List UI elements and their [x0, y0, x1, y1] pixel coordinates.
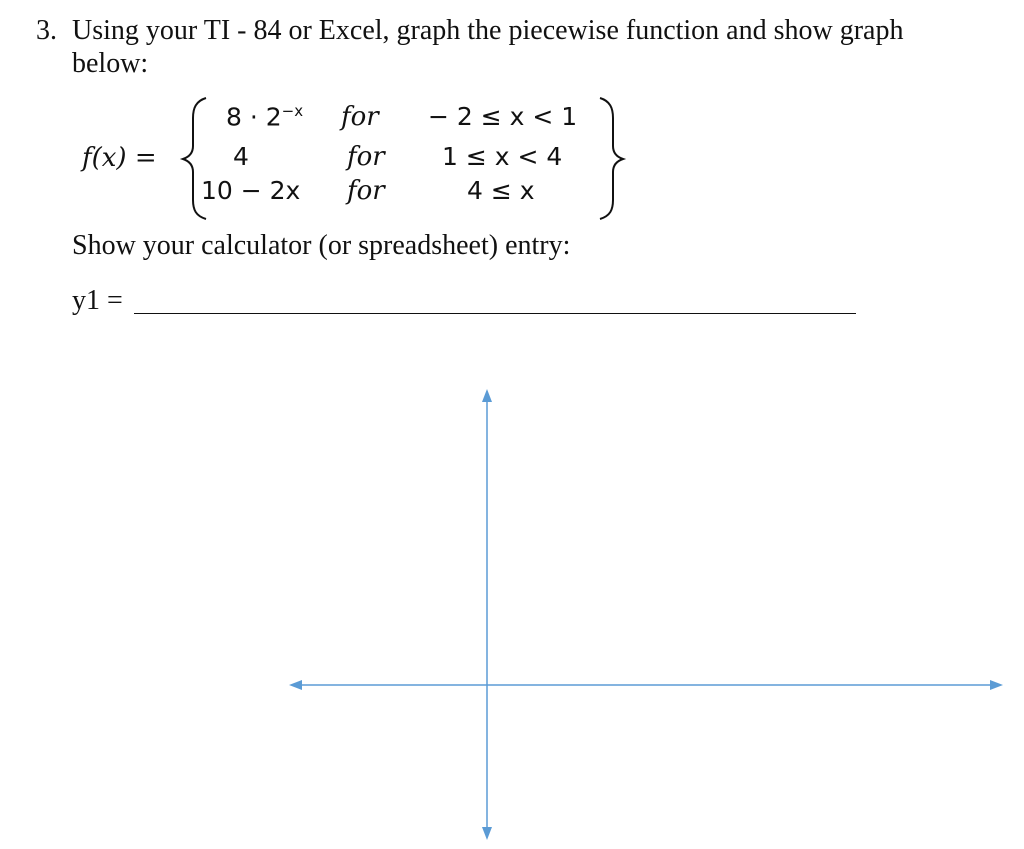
- formula-row-1-keyword: for: [341, 102, 379, 132]
- formula-row-1-exponent: −x: [281, 102, 304, 120]
- formula-row-1-expression: $8 \cdot 2^{-x}$: [226, 102, 304, 132]
- entry-prompt: Show your calculator (or spreadsheet) entry:: [72, 230, 571, 261]
- x-axis-left-arrow-icon: [289, 680, 302, 690]
- y-axis-up-arrow-icon: [482, 389, 492, 402]
- formula-row-2-condition: 1 ≤ x < 4: [442, 142, 563, 171]
- formula-row-2-expression: 4: [233, 142, 249, 171]
- formula-row-3-expression: 10 − 2x: [201, 176, 301, 205]
- y1-label: y1 =: [72, 285, 123, 316]
- y-axis-down-arrow-icon: [482, 827, 492, 840]
- formula-row-2-keyword: for: [347, 142, 385, 172]
- formula-row-3-condition: 4 ≤ x: [467, 176, 535, 205]
- formula-row-3-keyword: for: [347, 176, 385, 206]
- question-number: 3.: [36, 15, 57, 46]
- function-lhs: f(x) =: [82, 143, 157, 173]
- formula-row-1-condition: − 2 ≤ x < 1: [428, 102, 578, 131]
- x-axis-right-arrow-icon: [990, 680, 1003, 690]
- question-text: Using your TI - 84 or Excel, graph the piecewise function and show graph below:: [72, 15, 904, 79]
